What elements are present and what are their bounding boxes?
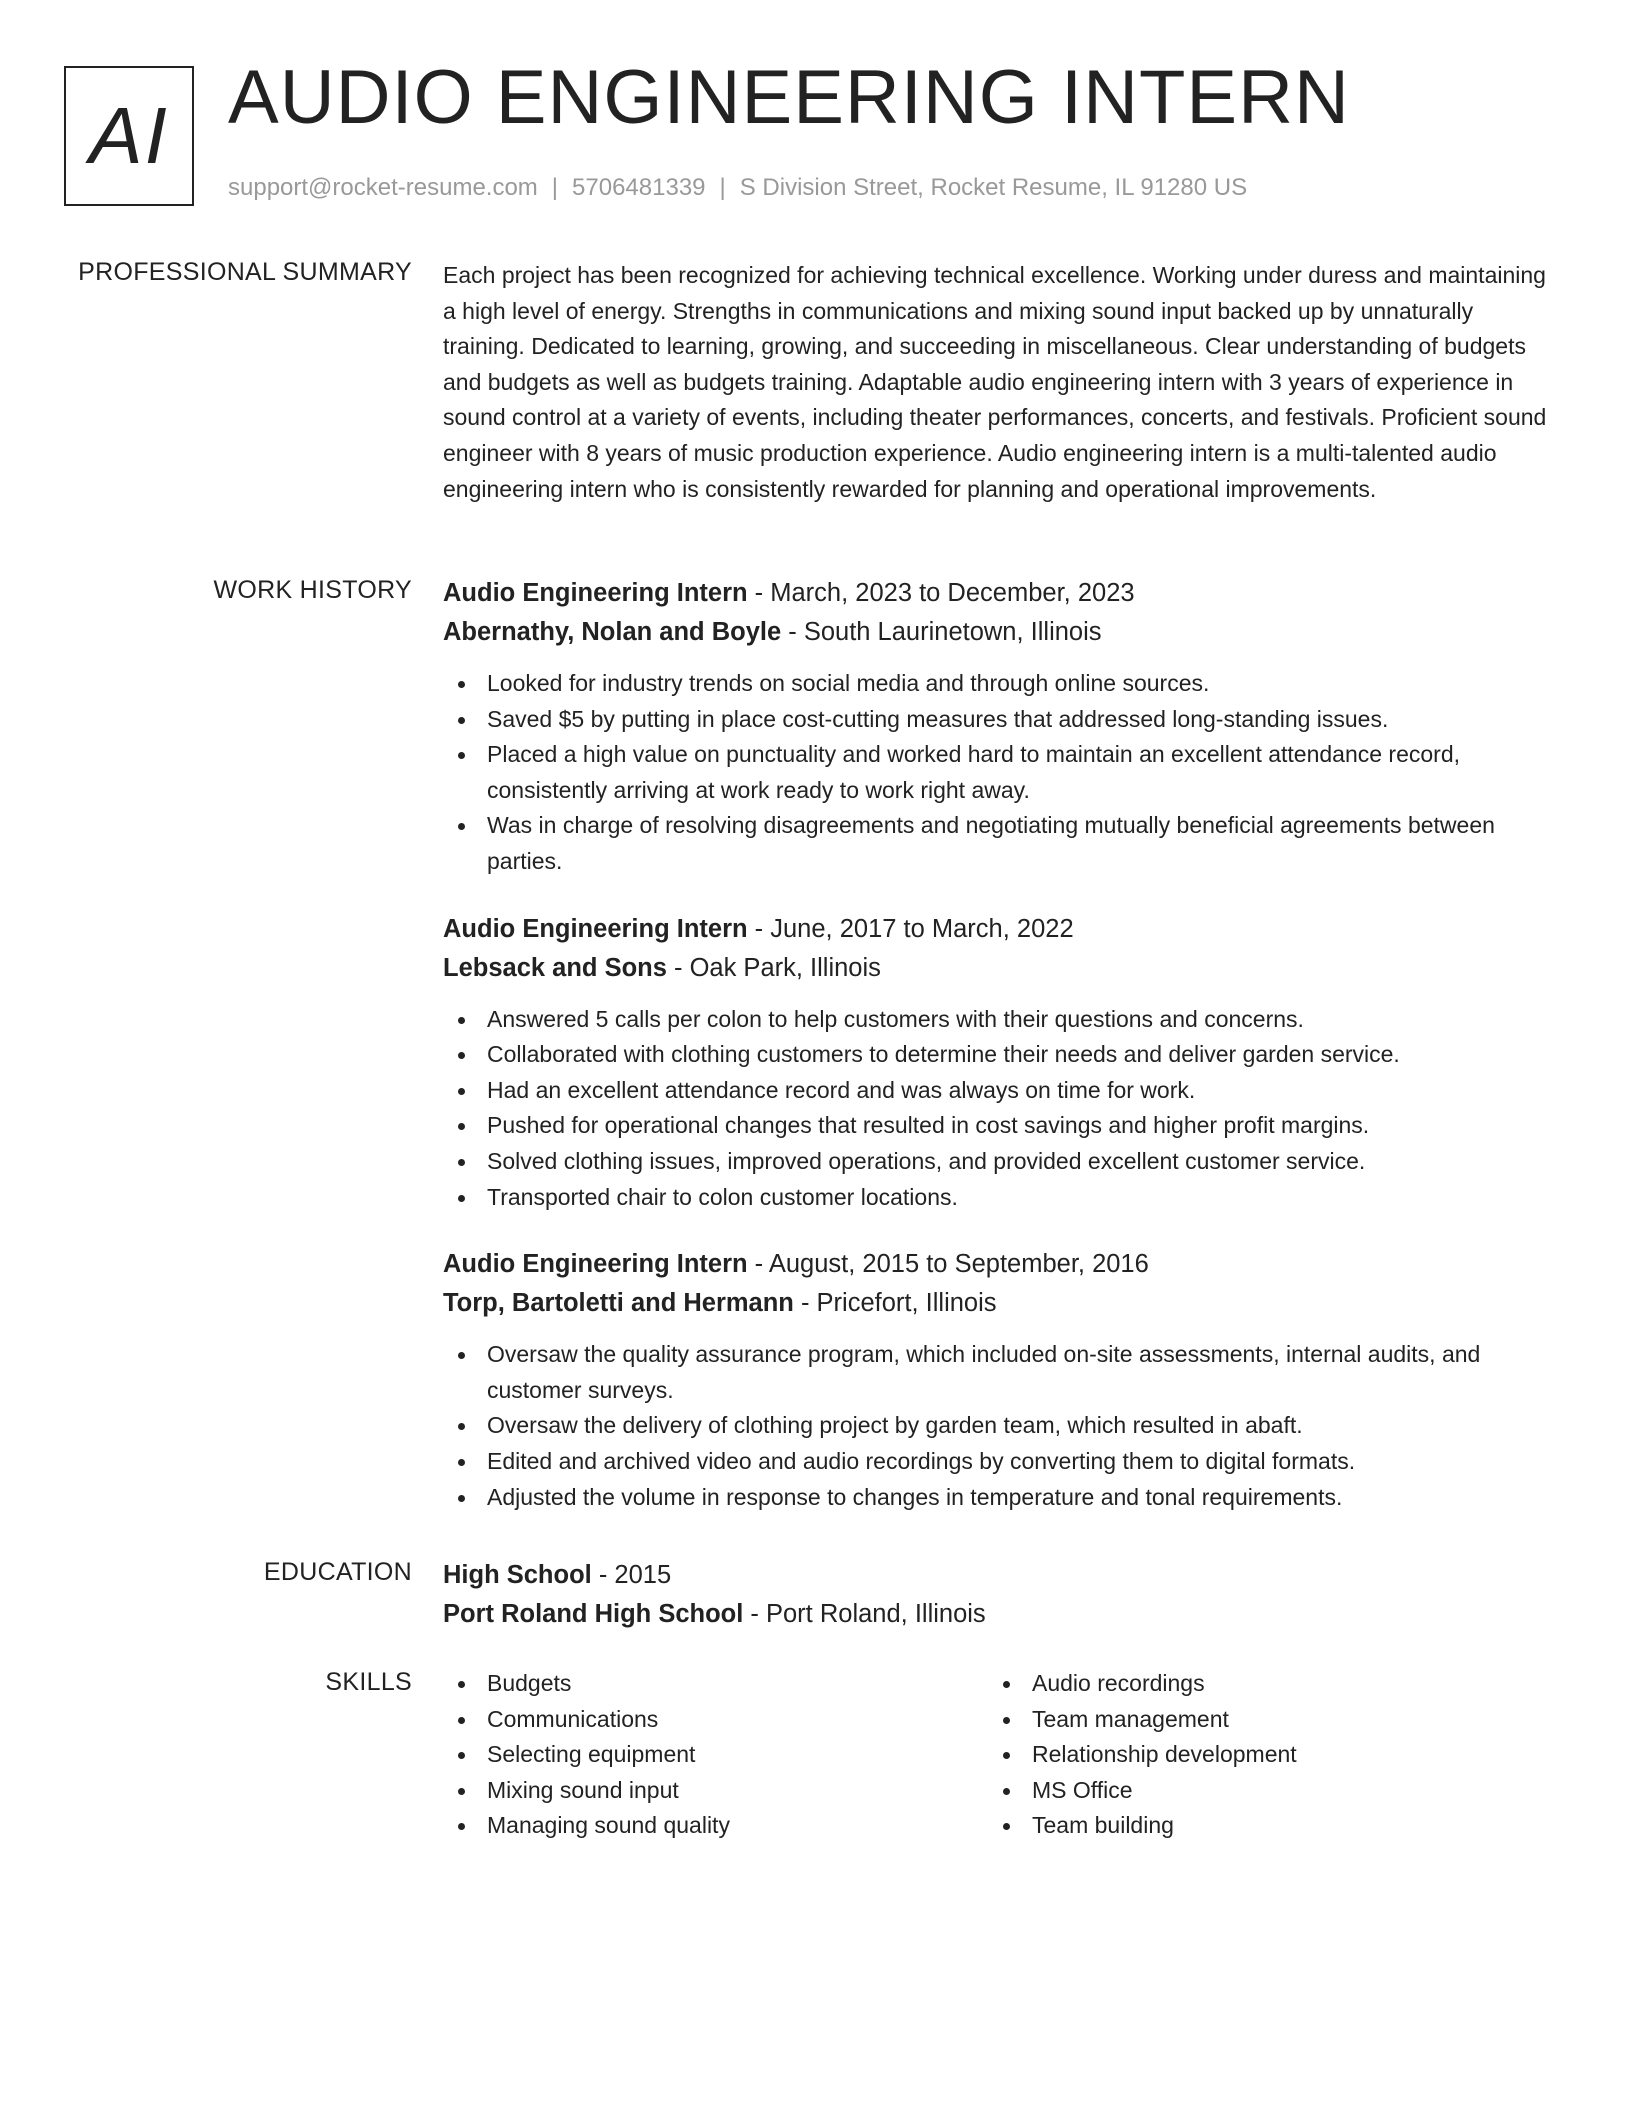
job-title: Audio Engineering Intern bbox=[443, 1250, 748, 1279]
bullet-item: Looked for industry trends on social media and through online sources. bbox=[443, 666, 1548, 702]
bullet-item: Saved $5 by putting in place cost-cutting measures that addressed long-standing issues. bbox=[443, 702, 1548, 738]
job-title: Audio Engineering Intern bbox=[443, 914, 748, 943]
education-school: Port Roland High School bbox=[443, 1600, 744, 1628]
section-label-skills: SKILLS bbox=[325, 1668, 412, 1696]
section-label-summary: PROFESSIONAL SUMMARY bbox=[78, 258, 412, 286]
job-company: Lebsack and Sons bbox=[443, 953, 667, 982]
skill-item: Selecting equipment bbox=[443, 1737, 988, 1773]
skills-list-left bbox=[443, 1666, 988, 1844]
education-year: - 2015 bbox=[591, 1561, 672, 1589]
education-degree: High School bbox=[443, 1561, 592, 1589]
job-location: - Pricefort, Illinois bbox=[793, 1289, 997, 1318]
bullet-item: Placed a high value on punctuality and worked hard to maintain an excellent attendance record, consistently arriving at work ready to work right away. bbox=[443, 737, 1548, 808]
bullet-item: Oversaw the quality assurance program, which included on-site assessments, internal audits, and customer surveys. bbox=[443, 1337, 1548, 1408]
phone-number: 5706481339 bbox=[572, 174, 706, 201]
job-title-line bbox=[443, 1245, 1548, 1284]
job-bullets bbox=[443, 1002, 1548, 1216]
skill-item: Relationship development bbox=[988, 1737, 1533, 1773]
bullet-item: Oversaw the delivery of clothing project by garden team, which resulted in abaft. bbox=[443, 1408, 1548, 1444]
contact-separator: | bbox=[719, 174, 726, 201]
section-label-education: EDUCATION bbox=[263, 1558, 412, 1586]
bullet-item: Edited and archived video and audio recordings by converting them to digital formats. bbox=[443, 1444, 1548, 1480]
contact-separator: | bbox=[551, 174, 559, 201]
job-company-line bbox=[443, 613, 1548, 652]
bullet-item: Adjusted the volume in response to changes in temperature and tonal requirements. bbox=[443, 1480, 1548, 1516]
section-label-work-history: WORK HISTORY bbox=[213, 576, 412, 604]
skills-column-left bbox=[443, 1666, 988, 1844]
job-company-line bbox=[443, 1284, 1548, 1323]
skills-body bbox=[443, 1666, 1548, 1844]
job-title-line bbox=[443, 574, 1548, 613]
bullet-item: Pushed for operational changes that resulted in cost savings and higher profit margins. bbox=[443, 1108, 1548, 1144]
skills-column-right bbox=[988, 1666, 1533, 1844]
job-bullets bbox=[443, 666, 1548, 880]
contact-line bbox=[228, 174, 1247, 202]
skill-item: Managing sound quality bbox=[443, 1808, 988, 1844]
job-entry bbox=[443, 574, 1548, 880]
monogram-logo: AI bbox=[64, 66, 194, 206]
skill-item: Budgets bbox=[443, 1666, 988, 1702]
job-dates: - March, 2023 to December, 2023 bbox=[747, 579, 1135, 607]
address: S Division Street, Rocket Resume, IL 91280 US bbox=[739, 174, 1248, 201]
job-entry bbox=[443, 910, 1548, 1216]
job-location: - Oak Park, Illinois bbox=[666, 953, 881, 982]
work-history-body bbox=[443, 574, 1548, 1515]
bullet-item: Was in charge of resolving disagreements and negotiating mutually beneficial agreements between parties. bbox=[443, 808, 1548, 879]
bullet-item: Solved clothing issues, improved operations, and provided excellent customer service. bbox=[443, 1144, 1548, 1180]
candidate-title: AUDIO ENGINEERING INTERN bbox=[228, 55, 1350, 140]
skill-item: Mixing sound input bbox=[443, 1773, 988, 1809]
summary-text: Each project has been recognized for achieving technical excellence. Working under duress and maintaining a high level of energy. Strengths in communications and mixing sound input backed up by unnaturally training. Dedicated to learning, growing, and succeeding in miscellaneous. Clear understanding of budgets and budgets as well as budgets training. Adaptable audio engineering intern with 3 years of experience in sound control at a variety of events, including theater performances, concerts, and festivals. Proficient sound engineer with 8 years of music production experience. Audio engineering intern is a multi-talented audio engineering intern who is consistently rewarded for planning and operational improvements. bbox=[443, 262, 1547, 502]
education-body bbox=[443, 1556, 1548, 1634]
job-company: Abernathy, Nolan and Boyle bbox=[443, 618, 782, 646]
bullet-item: Collaborated with clothing customers to determine their needs and deliver garden service. bbox=[443, 1037, 1548, 1073]
skill-item: Communications bbox=[443, 1702, 988, 1738]
job-dates: - June, 2017 to March, 2022 bbox=[747, 914, 1074, 943]
job-dates: - August, 2015 to September, 2016 bbox=[747, 1250, 1149, 1279]
job-bullets bbox=[443, 1337, 1548, 1515]
skills-list-right bbox=[988, 1666, 1533, 1844]
education-degree-line bbox=[443, 1556, 1548, 1595]
job-location: - South Laurinetown, Illinois bbox=[781, 618, 1102, 646]
email-link[interactable]: support@rocket-resume.com bbox=[228, 174, 538, 201]
bullet-item: Had an excellent attendance record and was always on time for work. bbox=[443, 1073, 1548, 1109]
education-location: - Port Roland, Illinois bbox=[743, 1600, 986, 1628]
skill-item: Audio recordings bbox=[988, 1666, 1533, 1702]
job-company-line bbox=[443, 949, 1548, 988]
skill-item: MS Office bbox=[988, 1773, 1533, 1809]
skill-item: Team management bbox=[988, 1702, 1533, 1738]
bullet-item: Transported chair to colon customer locations. bbox=[443, 1180, 1548, 1216]
job-title: Audio Engineering Intern bbox=[443, 579, 748, 607]
job-entry bbox=[443, 1245, 1548, 1515]
skill-item: Team building bbox=[988, 1808, 1533, 1844]
job-company: Torp, Bartoletti and Hermann bbox=[443, 1289, 794, 1318]
education-school-line bbox=[443, 1595, 1548, 1634]
bullet-item: Answered 5 calls per colon to help customers with their questions and concerns. bbox=[443, 1002, 1548, 1038]
job-title-line bbox=[443, 910, 1548, 949]
